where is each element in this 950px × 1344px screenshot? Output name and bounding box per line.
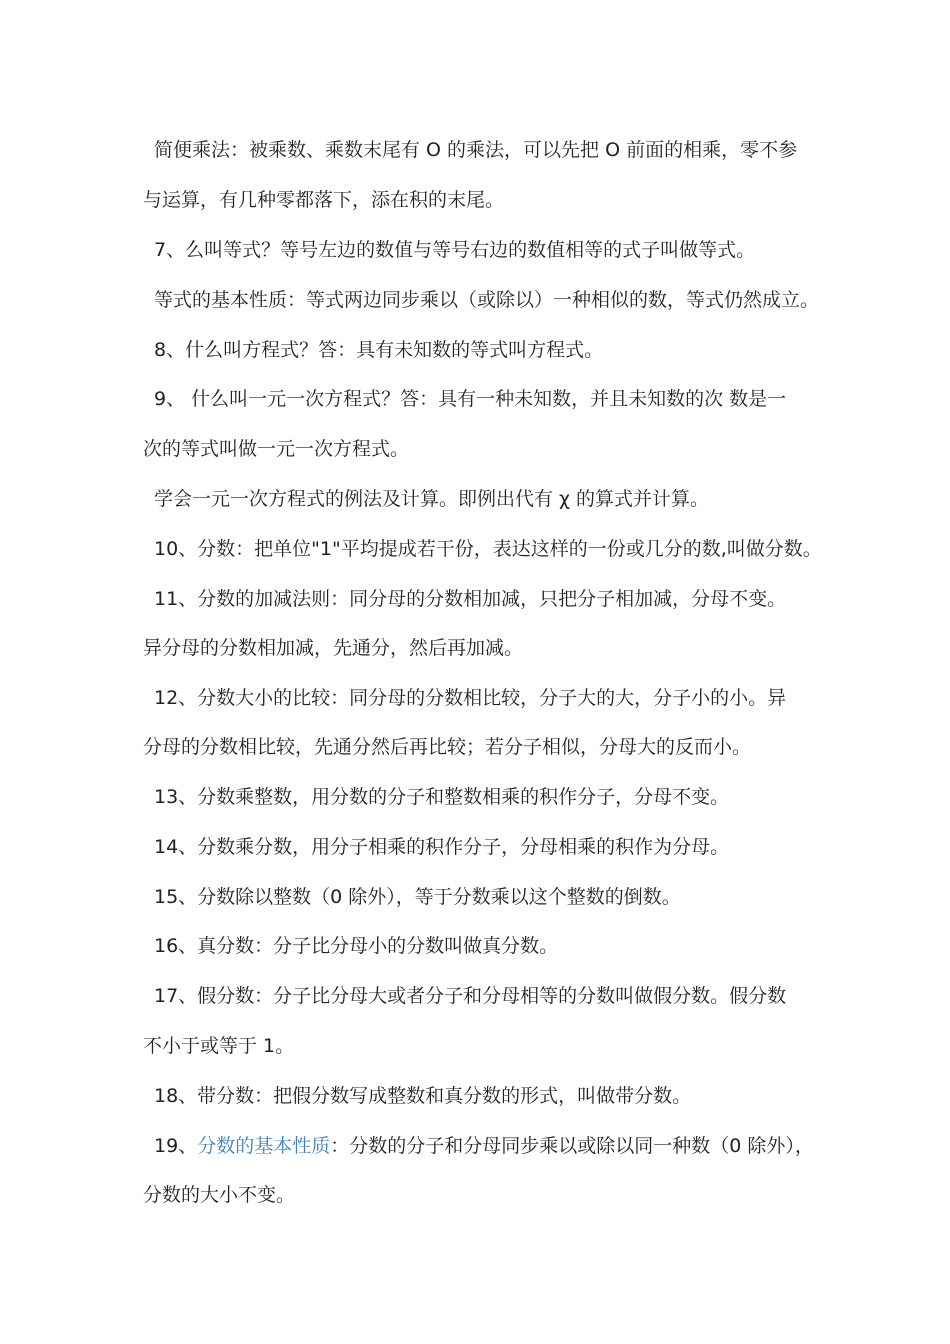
paragraph-line: 9、 什么叫一元一次方程式？答：具有一种未知数，并且未知数的次 数是一 — [154, 388, 787, 410]
paragraph-line: 不小于或等于 1。 — [143, 1035, 295, 1057]
paragraph-line: 分数的大小不变。 — [143, 1184, 296, 1206]
paragraph-line: 次的等式叫做一元一次方程式。 — [143, 438, 410, 460]
line-suffix: ：分数的分子和分母同步乘以或除以同一种数（0 除外）， — [330, 1135, 814, 1157]
paragraph-line: 8、什么叫方程式？答：具有未知数的等式叫方程式。 — [154, 339, 604, 361]
paragraph-line: 14、分数乘分数，用分子相乘的积作分子，分母相乘的积作为分母。 — [154, 836, 730, 858]
paragraph-line: 13、分数乘整数，用分数的分子和整数相乘的积作分子，分母不变。 — [154, 786, 730, 808]
line-prefix: 19、 — [154, 1135, 198, 1157]
paragraph-line: 7、么叫等式？等号左边的数值与等号右边的数值相等的式子叫做等式。 — [154, 239, 756, 261]
paragraph-line: 17、假分数：分子比分母大或者分子和分母相等的分数叫做假分数。假分数 — [154, 985, 787, 1007]
paragraph-line: 异分母的分数相加减，先通分，然后再加减。 — [143, 637, 524, 659]
paragraph-line: 10、分数：把单位"1"平均提成若干份，表达这样的一份或几分的数,叫做分数。 — [154, 538, 822, 560]
basic-property-link[interactable]: 分数的基本性质 — [197, 1135, 331, 1157]
paragraph-line-with-link — [143, 1133, 854, 1159]
paragraph-line: 16、真分数：分子比分母小的分数叫做真分数。 — [154, 935, 559, 957]
paragraph-line: 11、分数的加减法则：同分母的分数相加减，只把分子相加减，分母不变。 — [154, 588, 787, 610]
paragraph-line: 12、分数大小的比较：同分母的分数相比较，分子大的大，分子小的小。异 — [154, 687, 787, 709]
paragraph-line: 分母的分数相比较，先通分然后再比较；若分子相似，分母大的反而小。 — [143, 736, 752, 758]
paragraph-line: 学会一元一次方程式的例法及计算。即例出代有 χ 的算式并计算。 — [154, 488, 710, 510]
paragraph-line: 18、带分数：把假分数写成整数和真分数的形式，叫做带分数。 — [154, 1085, 692, 1107]
paragraph-line: 等式的基本性质：等式两边同步乘以（或除以）一种相似的数，等式仍然成立。 — [154, 289, 820, 311]
paragraph-line: 简便乘法：被乘数、乘数末尾有 O 的乘法，可以先把 O 前面的相乘，零不参 — [154, 139, 798, 161]
paragraph-line: 15、分数除以整数（0 除外），等于分数乘以这个整数的倒数。 — [154, 886, 681, 908]
paragraph-line: 与运算，有几种零都落下，添在积的末尾。 — [143, 189, 505, 211]
